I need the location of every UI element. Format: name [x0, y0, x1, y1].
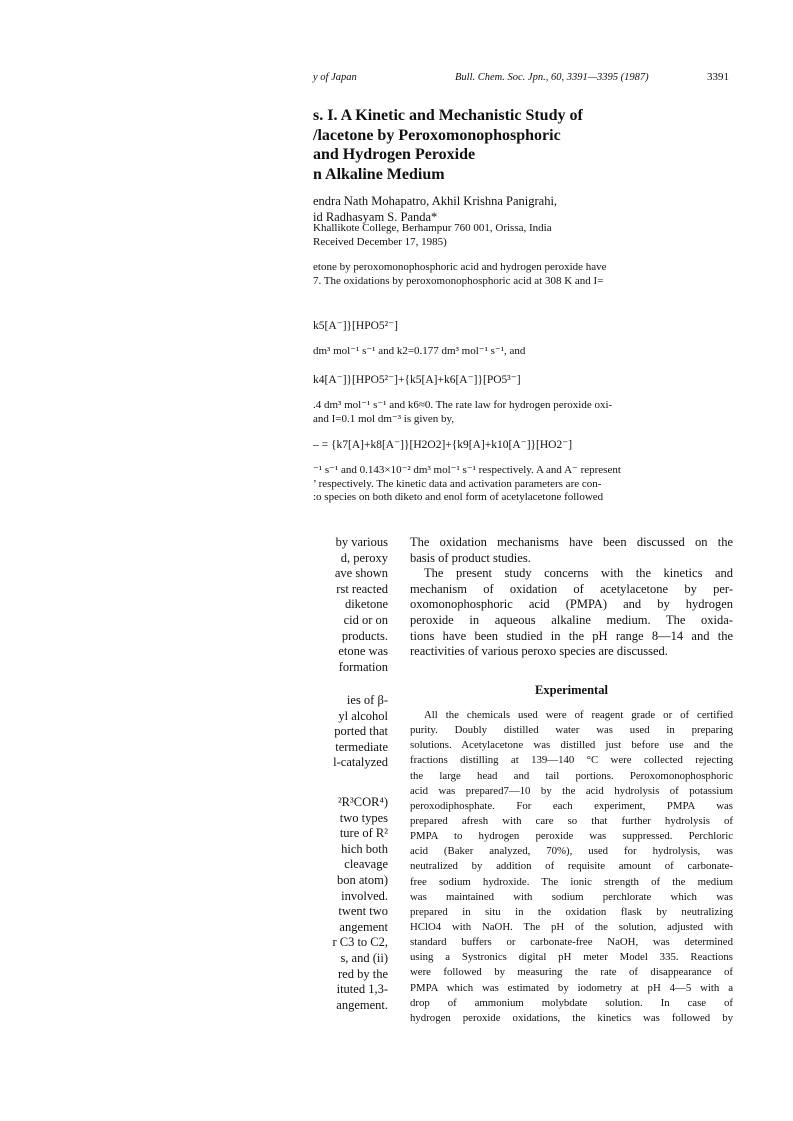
- text-line: rst reacted: [336, 581, 388, 596]
- journal-name-fragment: y of Japan: [313, 72, 357, 83]
- text-line: standard buffers or carbonate-free NaOH, was determined: [410, 936, 733, 949]
- experimental-paragraph: [410, 708, 733, 1026]
- text-line: acid (Baker analyzed, 70%), used for hydrolysis, was: [410, 845, 733, 858]
- text-line: cleavage: [344, 857, 388, 872]
- text-line: ²R³COR⁴): [337, 795, 388, 809]
- address-line: Received December 17, 1985): [313, 235, 447, 248]
- article-title: [313, 106, 583, 184]
- text-line: ituted 1,3-: [336, 982, 388, 997]
- rate-law-pmpa-2: k4[A⁻]}[HPO5²⁻]+{k5[A]+k6[A⁻]}[PO5³⁻]: [313, 374, 521, 386]
- text-line: was maintained with sodium perchlorate which was: [410, 890, 733, 903]
- text-line: PMPA which was estimated by iodometry at pH 4—5 with a: [410, 981, 733, 994]
- text-line: two types: [339, 810, 388, 825]
- text-line: angement: [339, 919, 388, 934]
- author-line: endra Nath Mohapatro, Akhil Krishna Panigrahi,: [313, 194, 558, 208]
- text-line: the large head and tail portions. Peroxomonophosphoric: [410, 769, 733, 782]
- text-line: red by the: [338, 966, 388, 981]
- text-line: termediate: [335, 739, 388, 754]
- text-line: ies of β-: [346, 693, 388, 707]
- text-line: diketone: [344, 597, 388, 612]
- affiliation: [313, 222, 552, 249]
- text-line: were followed by measuring the rate of disappearance of: [410, 966, 733, 979]
- text-line: ave shown: [334, 566, 388, 581]
- abstract-line: ’ respectively. The kinetic data and activation parameters are con-: [313, 477, 602, 490]
- abstract-line: etone by peroxomonophosphoric acid and hydrogen peroxide have: [313, 261, 607, 273]
- text-line: acid was prepared7—10 by the acid hydrolysis of potassium: [410, 784, 733, 797]
- text-line: purity. Doubly distilled water was used in preparing: [410, 724, 733, 737]
- text-line: by various: [335, 535, 388, 549]
- text-line: hich both: [341, 841, 388, 856]
- text-line: reactivities of various peroxo species are discussed.: [410, 644, 668, 659]
- left-column-para-1: [300, 535, 388, 675]
- text-line: ported that: [334, 724, 388, 739]
- title-line: /lacetone by Peroxomonophosphoric: [313, 126, 561, 144]
- text-line: tions have been studied in the pH range 8—14 and the: [410, 628, 733, 643]
- text-line: l-catalyzed: [333, 755, 388, 770]
- text-line: free sodium hydroxide. The ionic strength of the medium: [410, 875, 733, 888]
- rate-constants-line: dm³ mol⁻¹ s⁻¹ and k2=0.177 dm³ mol⁻¹ s⁻¹, and: [313, 345, 526, 357]
- text-line: solutions. Acetylacetone was distilled just before use and the: [410, 739, 733, 752]
- abstract-part-2: [313, 464, 621, 505]
- text-line: The present study concerns with the kinetics and: [424, 566, 733, 581]
- rate-law-pmpa-1: k5[A⁻]}[HPO5²⁻]: [313, 320, 398, 332]
- address-line: Khallikote College, Berhampur 760 001, Orissa, India: [313, 222, 552, 234]
- text-line: using a Systronics digital pH meter Model 335. Reactions: [410, 951, 733, 964]
- page-number: 3391: [707, 71, 729, 83]
- intro-paragraph: [410, 535, 733, 660]
- rate-law-intro: and I=0.1 mol dm⁻³ is given by,: [313, 413, 455, 425]
- text-line: s, and (ii): [340, 950, 388, 965]
- left-column-para-3: [300, 795, 388, 1013]
- text-line: prepared afresh with care so that further hydrolysis of: [410, 814, 733, 827]
- citation: Bull. Chem. Soc. Jpn., 60, 3391—3395 (1987): [455, 72, 649, 83]
- text-line: involved.: [341, 888, 388, 903]
- text-line: formation: [338, 659, 388, 674]
- text-line: d, peroxy: [340, 550, 388, 565]
- text-line: mechanism of oxidation of acetylacetone by per-: [410, 581, 733, 596]
- left-column-para-2: [300, 693, 388, 771]
- text-line: HClO4 with NaOH. The pH of the solution, adjusted with: [410, 920, 733, 933]
- text-line: peroxodiphosphate. For each experiment, PMPA was: [410, 799, 733, 812]
- rate-constants-line-2: .4 dm³ mol⁻¹ s⁻¹ and k6≈0. The rate law for hydrogen peroxide oxi-: [313, 399, 613, 411]
- abstract-line: :o species on both diketo and enol form of acetylacetone followed: [313, 491, 604, 503]
- text-line: basis of product studies.: [410, 550, 531, 565]
- author-line: id Radhasyam S. Panda*: [313, 210, 438, 224]
- text-line: fractions distilling at 139—140 °C were collected rejecting: [410, 754, 733, 767]
- abstract-part-1: [313, 261, 607, 288]
- text-line: oxomonophosphoric acid (PMPA) and by hydrogen: [410, 597, 733, 612]
- section-heading-experimental: Experimental: [535, 683, 608, 697]
- text-line: drop of ammonium molybdate solution. In case of: [410, 996, 733, 1009]
- title-line: s. I. A Kinetic and Mechanistic Study of: [313, 107, 583, 124]
- text-line: prepared in situ in the oxidation flask by neutralizing: [410, 905, 733, 918]
- rate-law-h2o2: – = {k7[A]+k8[A⁻]}[H2O2]+{k9[A]+k10[A⁻]}[HO2⁻]: [313, 439, 573, 451]
- text-line: products.: [341, 628, 388, 643]
- text-line: yl alcohol: [338, 708, 388, 723]
- authors: [313, 193, 557, 225]
- text-line: r C3 to C2,: [332, 935, 388, 950]
- text-line: ture of R²: [339, 826, 388, 841]
- text-line: etone was: [338, 644, 388, 659]
- text-line: All the chemicals used were of reagent grade or of certified: [424, 709, 733, 721]
- text-line: The oxidation mechanisms have been discussed on the: [410, 535, 733, 549]
- text-line: cid or on: [343, 612, 388, 627]
- title-line: and Hydrogen Peroxide: [313, 146, 476, 163]
- text-line: bon atom): [336, 872, 388, 887]
- text-line: hydrogen peroxide oxidations, the kinetics was followed by: [410, 1011, 733, 1024]
- abstract-line: ⁻¹ s⁻¹ and 0.143×10⁻² dm³ mol⁻¹ s⁻¹ respectively. A and A⁻ represent: [313, 464, 621, 476]
- text-line: twent two: [338, 904, 388, 919]
- text-line: neutralized by addition of requisite amount of carbonate-: [410, 860, 733, 873]
- text-line: peroxide in aqueous alkaline medium. The oxida-: [410, 612, 733, 627]
- text-line: angement.: [336, 997, 388, 1012]
- title-line: n Alkaline Medium: [313, 165, 445, 183]
- text-line: PMPA to hydrogen peroxide was suppressed. Perchloric: [410, 830, 733, 843]
- abstract-line: 7. The oxidations by peroxomonophosphoric acid at 308 K and I=: [313, 274, 604, 287]
